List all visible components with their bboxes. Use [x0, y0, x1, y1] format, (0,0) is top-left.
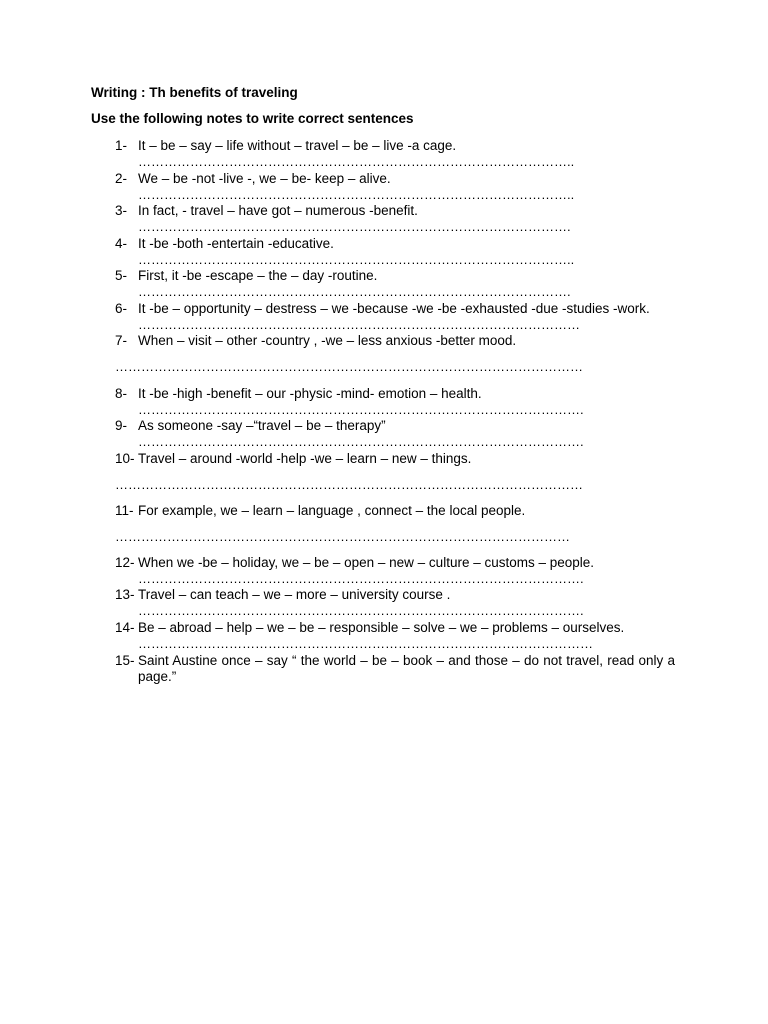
item-prompt: When – visit – other -country , -we – less anxious -better mood. — [138, 333, 517, 348]
answer-line: …………………………………………………………………………………………. — [138, 435, 584, 449]
item-prompt: Travel – around -world -help -we – learn – new – things. — [138, 451, 472, 466]
answer-line: …………………………………………………………………………………………. — [138, 572, 584, 586]
item-number: 15- — [115, 653, 135, 668]
answer-line: ……………………………………………………………………………………….. — [138, 155, 575, 169]
item-number: 1- — [115, 138, 128, 153]
item-prompt: It -be -high -benefit – our -physic -mind- emotion – health. — [138, 386, 482, 401]
answer-line: ……………………………………………………………………………………………… — [115, 478, 583, 492]
item-number: 14- — [115, 620, 135, 635]
worksheet-title: Writing : Th benefits of traveling — [91, 85, 298, 100]
item-prompt: First, it -be -escape – the – day -routine. — [138, 268, 378, 283]
answer-line: ……………………………………………………………………………………….. — [138, 253, 575, 267]
item-prompt: As someone -say –“travel – be – therapy” — [138, 418, 386, 433]
item-number: 10- — [115, 451, 135, 466]
answer-line: ………………………………………………………………………………………… — [138, 318, 580, 332]
item-prompt: It -be -both -entertain -educative. — [138, 236, 334, 251]
item-number: 2- — [115, 171, 128, 186]
answer-line: ……………………………………………………………………………………………… — [115, 360, 583, 374]
answer-line: …………………………………………………………………………………………… — [138, 637, 593, 651]
worksheet-instruction: Use the following notes to write correct sentences — [91, 111, 414, 126]
item-number: 6- — [115, 301, 128, 316]
item-number: 9- — [115, 418, 128, 433]
answer-line: …………………………………………………………………………………………… — [115, 530, 570, 544]
item-prompt: Saint Austine once – say “ the world – be – book – and those – do not travel, read only a page.” — [138, 653, 675, 684]
item-number: 3- — [115, 203, 128, 218]
item-number: 12- — [115, 555, 135, 570]
item-number: 7- — [115, 333, 128, 348]
answer-line: ………………………………………………………………………………………. — [138, 220, 571, 234]
item-prompt: It -be – opportunity – destress – we -because -we -be -exhausted -due -studies -work. — [138, 301, 650, 316]
item-prompt: Travel – can teach – we – more – university course . — [138, 587, 451, 602]
answer-line: ………………………………………………………………………………………. — [138, 285, 571, 299]
item-number: 13- — [115, 587, 135, 602]
item-prompt: We – be -not -live -, we – be- keep – alive. — [138, 171, 391, 186]
item-prompt: In fact, - travel – have got – numerous -benefit. — [138, 203, 418, 218]
item-number: 11- — [115, 503, 134, 518]
item-prompt: Be – abroad – help – we – be – responsible – solve – we – problems – ourselves. — [138, 620, 625, 635]
answer-line: …………………………………………………………………………………………. — [138, 604, 584, 618]
item-prompt: It – be – say – life without – travel – be – live -a cage. — [138, 138, 457, 153]
answer-line: …………………………………………………………………………………………. — [138, 403, 584, 417]
item-number: 5- — [115, 268, 128, 283]
item-number: 4- — [115, 236, 128, 251]
item-prompt: When we -be – holiday, we – be – open – new – culture – customs – people. — [138, 555, 595, 570]
answer-line: ……………………………………………………………………………………….. — [138, 188, 575, 202]
item-prompt: For example, we – learn – language , connect – the local people. — [138, 503, 526, 518]
item-number: 8- — [115, 386, 128, 401]
